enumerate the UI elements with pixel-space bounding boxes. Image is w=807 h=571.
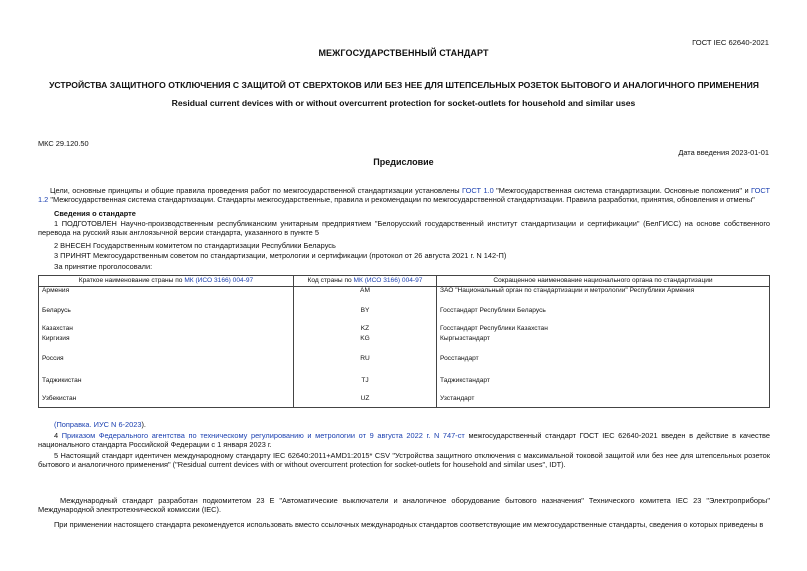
body-cell: Росстандарт (437, 355, 770, 377)
country-cell: Россия (39, 355, 294, 377)
table-row (39, 395, 770, 408)
order-link[interactable]: Приказом Федерального агентства по техническому регулированию и метрологии от 9 августа 2022 г. N 747-ст (61, 431, 465, 440)
mk-iso-link[interactable]: МК (ИСО 3166) 004-97 (184, 276, 254, 284)
text: ( (54, 420, 57, 429)
code-cell: UZ (294, 395, 437, 408)
preface-item-5: 5 Настоящий стандарт идентичен международному стандарту IEC 62640:2011+AMD1:2015* CSV "Устройства защитного отключения с максимальной токовой защитой или без нее для штепсельных розеток бытового и аналогичного применения" ("Residual current devices with or without overcurrent protection for socket-outlets for household and similar uses", IDT). (38, 451, 770, 470)
table-row (39, 307, 770, 325)
voting-table (38, 275, 770, 408)
country-cell: Таджикистан (39, 377, 294, 395)
text: "Межгосударственная система стандартизации. Основные положения" и (493, 186, 752, 195)
body-cell: Таджикстандарт (437, 377, 770, 395)
text: Цели, основные принципы и общие правила проведения работ по межгосударственной стандартизации установлены (50, 186, 463, 195)
table-header-body: Сокращенное наименование национального органа по стандартизации (437, 276, 770, 287)
body-cell: Госстандарт Республики Беларусь (437, 307, 770, 325)
code-cell: KG (294, 335, 437, 355)
gost-1-2-link[interactable]: ГОСТ 1.2 (38, 186, 770, 205)
table-header-country (39, 276, 294, 287)
table-row (39, 355, 770, 377)
preface-item-4 (38, 431, 770, 450)
preface-heading: Предисловие (373, 157, 434, 167)
text: Код страны по (307, 276, 354, 284)
gost-1-0-link[interactable]: ГОСТ 1.0 (462, 186, 494, 195)
standard-code: ГОСТ IEC 62640-2021 (692, 38, 769, 47)
table-row (39, 377, 770, 395)
table-row (39, 335, 770, 355)
mks-code: МКС 29.120.50 (38, 139, 89, 148)
application-paragraph: При применении настоящего стандарта рекомендуется использовать вместо ссылочных международных стандартов соответствующие им межгосударственные стандарты, сведения о которых приведены в (54, 520, 764, 529)
intl-standard-paragraph: Международный стандарт разработан подкомитетом 23 Е "Автоматические выключатели и аналогичное оборудование бытового назначения" Технического комитета IEC 23 "Электроприборы" Международной электротехнической комиссии (IEC). (38, 496, 770, 515)
mk-iso-link[interactable]: МК (ИСО 3166) 004-97 (353, 276, 423, 284)
amendment-note (54, 420, 146, 429)
document-title-en: Residual current devices with or without overcurrent protection for socket-outlets for household and similar uses (171, 98, 636, 108)
text: Краткое наименование страны по (78, 276, 185, 284)
country-cell: Киргизия (39, 335, 294, 355)
preface-paragraph-1 (38, 186, 770, 205)
standard-type-heading: МЕЖГОСУДАРСТВЕННЫЙ СТАНДАРТ (318, 48, 489, 58)
country-cell: Армения (39, 287, 294, 307)
code-cell: BY (294, 307, 437, 325)
text: ). (141, 420, 146, 429)
preface-item-3: 3 ПРИНЯТ Межгосударственным советом по стандартизации, метрологии и сертификации (протокол от 26 августа 2021 г. N 142-П) (54, 251, 507, 260)
country-cell: Казахстан (39, 325, 294, 335)
body-cell: Кыргызстандарт (437, 335, 770, 355)
amendment-link[interactable]: Поправка. ИУС N 6-2023 (56, 420, 142, 429)
code-cell: KZ (294, 325, 437, 335)
table-row (39, 287, 770, 307)
text: 4 (54, 431, 62, 440)
body-cell: Госстандарт Республики Казахстан (437, 325, 770, 335)
body-cell: ЗАО "Национальный орган по стандартизации и метрологии" Республики Армения (437, 287, 770, 307)
table-row (39, 325, 770, 335)
text: "Межгосударственная система стандартизации. Стандарты межгосударственные, правила и рекомендации по межгосударственной стандартизации. Правила разработки, принятия, обновления и отмены" (48, 195, 755, 205)
voted-label: За принятие проголосовали: (54, 262, 153, 271)
info-heading: Сведения о стандарте (54, 209, 136, 218)
body-cell: Узстандарт (437, 395, 770, 408)
table-header-code (294, 276, 437, 287)
code-cell: RU (294, 355, 437, 377)
code-cell: TJ (294, 377, 437, 395)
preface-item-1: 1 ПОДГОТОВЛЕН Научно-производственным республиканским унитарным предприятием "Белорусский государственный институт стандартизации и сертификации" (БелГИСС) на основе собственного перевода на русский язык англоязычной версии стандарта, указанного в пункте 5 (38, 219, 770, 238)
country-cell: Беларусь (39, 307, 294, 325)
intro-date: Дата введения 2023-01-01 (678, 148, 769, 157)
text: межгосударственный стандарт ГОСТ IEC 62640-2021 введен в действие в качестве национального стандарта Российской Федерации с 1 января 2023 г. (38, 431, 770, 450)
country-cell: Узбекистан (39, 395, 294, 408)
document-title-ru: УСТРОЙСТВА ЗАЩИТНОГО ОТКЛЮЧЕНИЯ С ЗАЩИТОЙ ОТ СВЕРХТОКОВ ИЛИ БЕЗ НЕЕ ДЛЯ ШТЕПСЕЛЬНЫХ РОЗЕТОК БЫТОВОГО И АНАЛОГИЧНОГО ПРИМЕНЕНИЯ (49, 80, 759, 90)
code-cell: AM (294, 287, 437, 307)
preface-item-2: 2 ВНЕСЕН Государственным комитетом по стандартизации Республики Беларусь (54, 241, 336, 250)
